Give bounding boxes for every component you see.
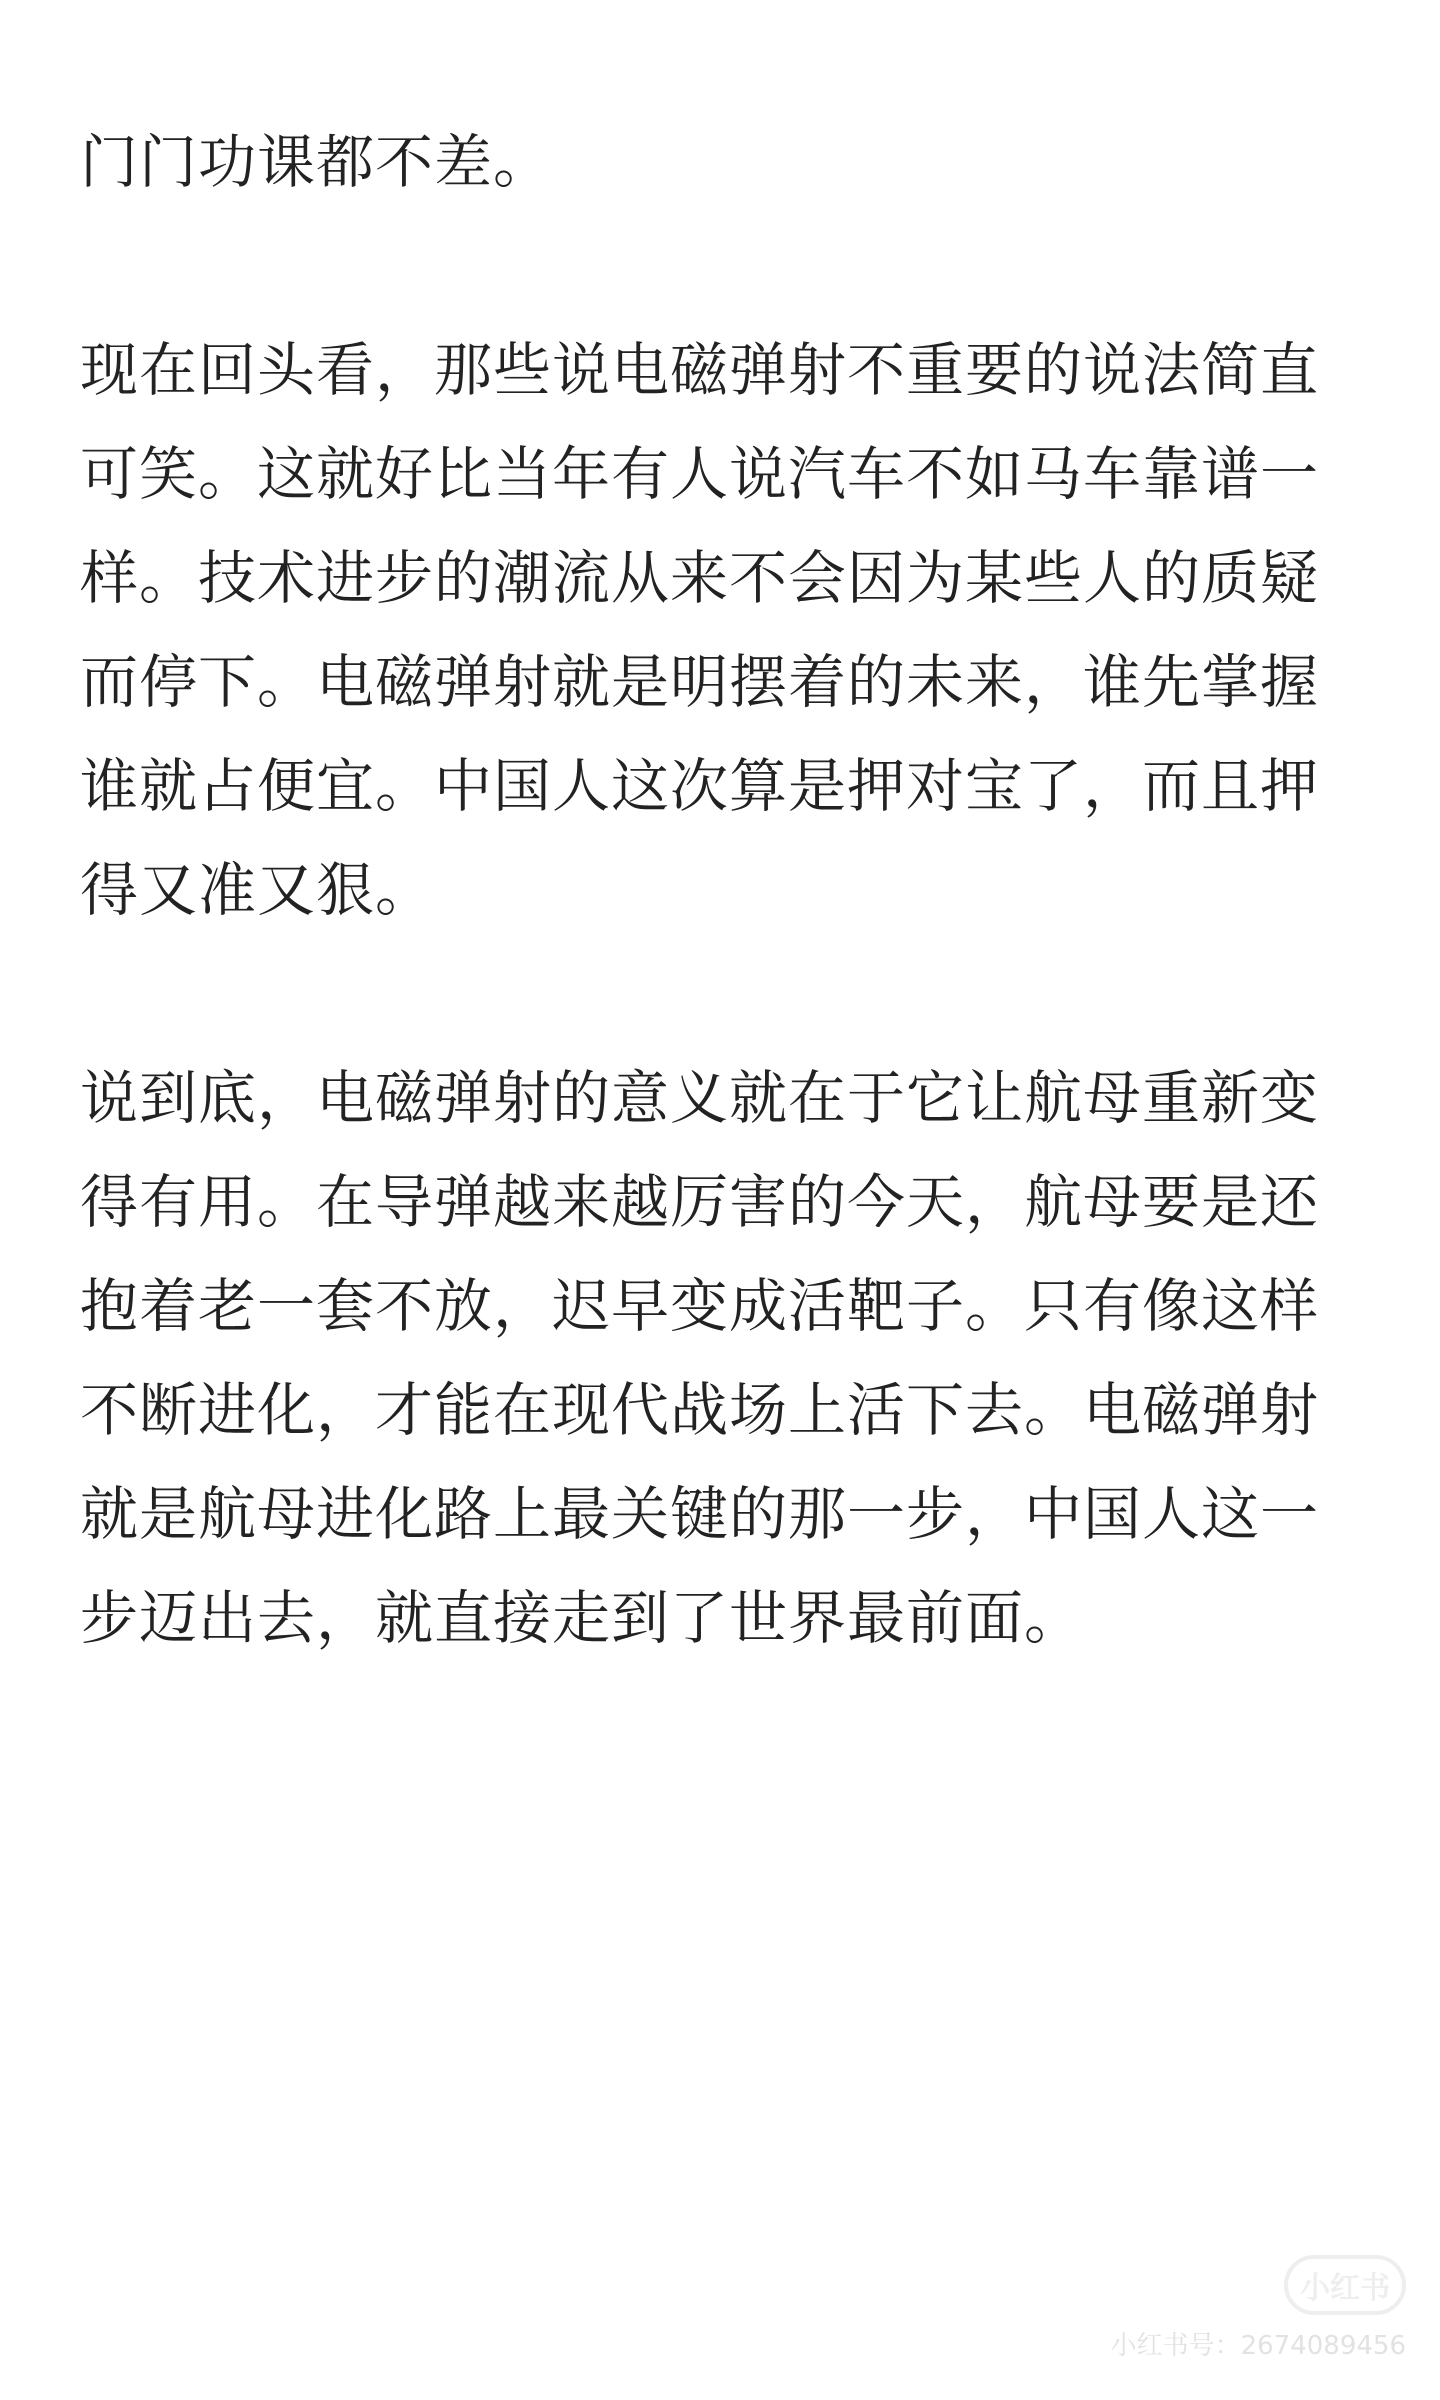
article-body xyxy=(80,110,1370,1774)
watermark xyxy=(1106,2255,1406,2362)
paragraph: 门门功课都不差。 xyxy=(80,128,553,196)
watermark-account-id: 小红书号：2674089456 xyxy=(1110,2331,1406,2361)
watermark-logo: 小红书 xyxy=(1284,2255,1406,2315)
paragraph: 说到底，电磁弹射的意义就在于它让航母重新变得有用。在导弹越来越厉害的今天，航母要是还抱着老一套不放，迟早变成活靶子。只有像这样不断进化，才能在现代战场上活下去。电磁弹射就是航母进化路上最关键的那一步，中国人这一步迈出去，就直接走到了世界最前面。 xyxy=(80,1064,1320,1652)
paragraph: 现在回头看，那些说电磁弹射不重要的说法简直可笑。这就好比当年有人说汽车不如马车靠谱一样。技术进步的潮流从来不会因为某些人的质疑而停下。电磁弹射就是明摆着的未来，谁先掌握谁就占便宜。中国人这次算是押对宝了，而且押得又准又狠。 xyxy=(80,336,1320,924)
